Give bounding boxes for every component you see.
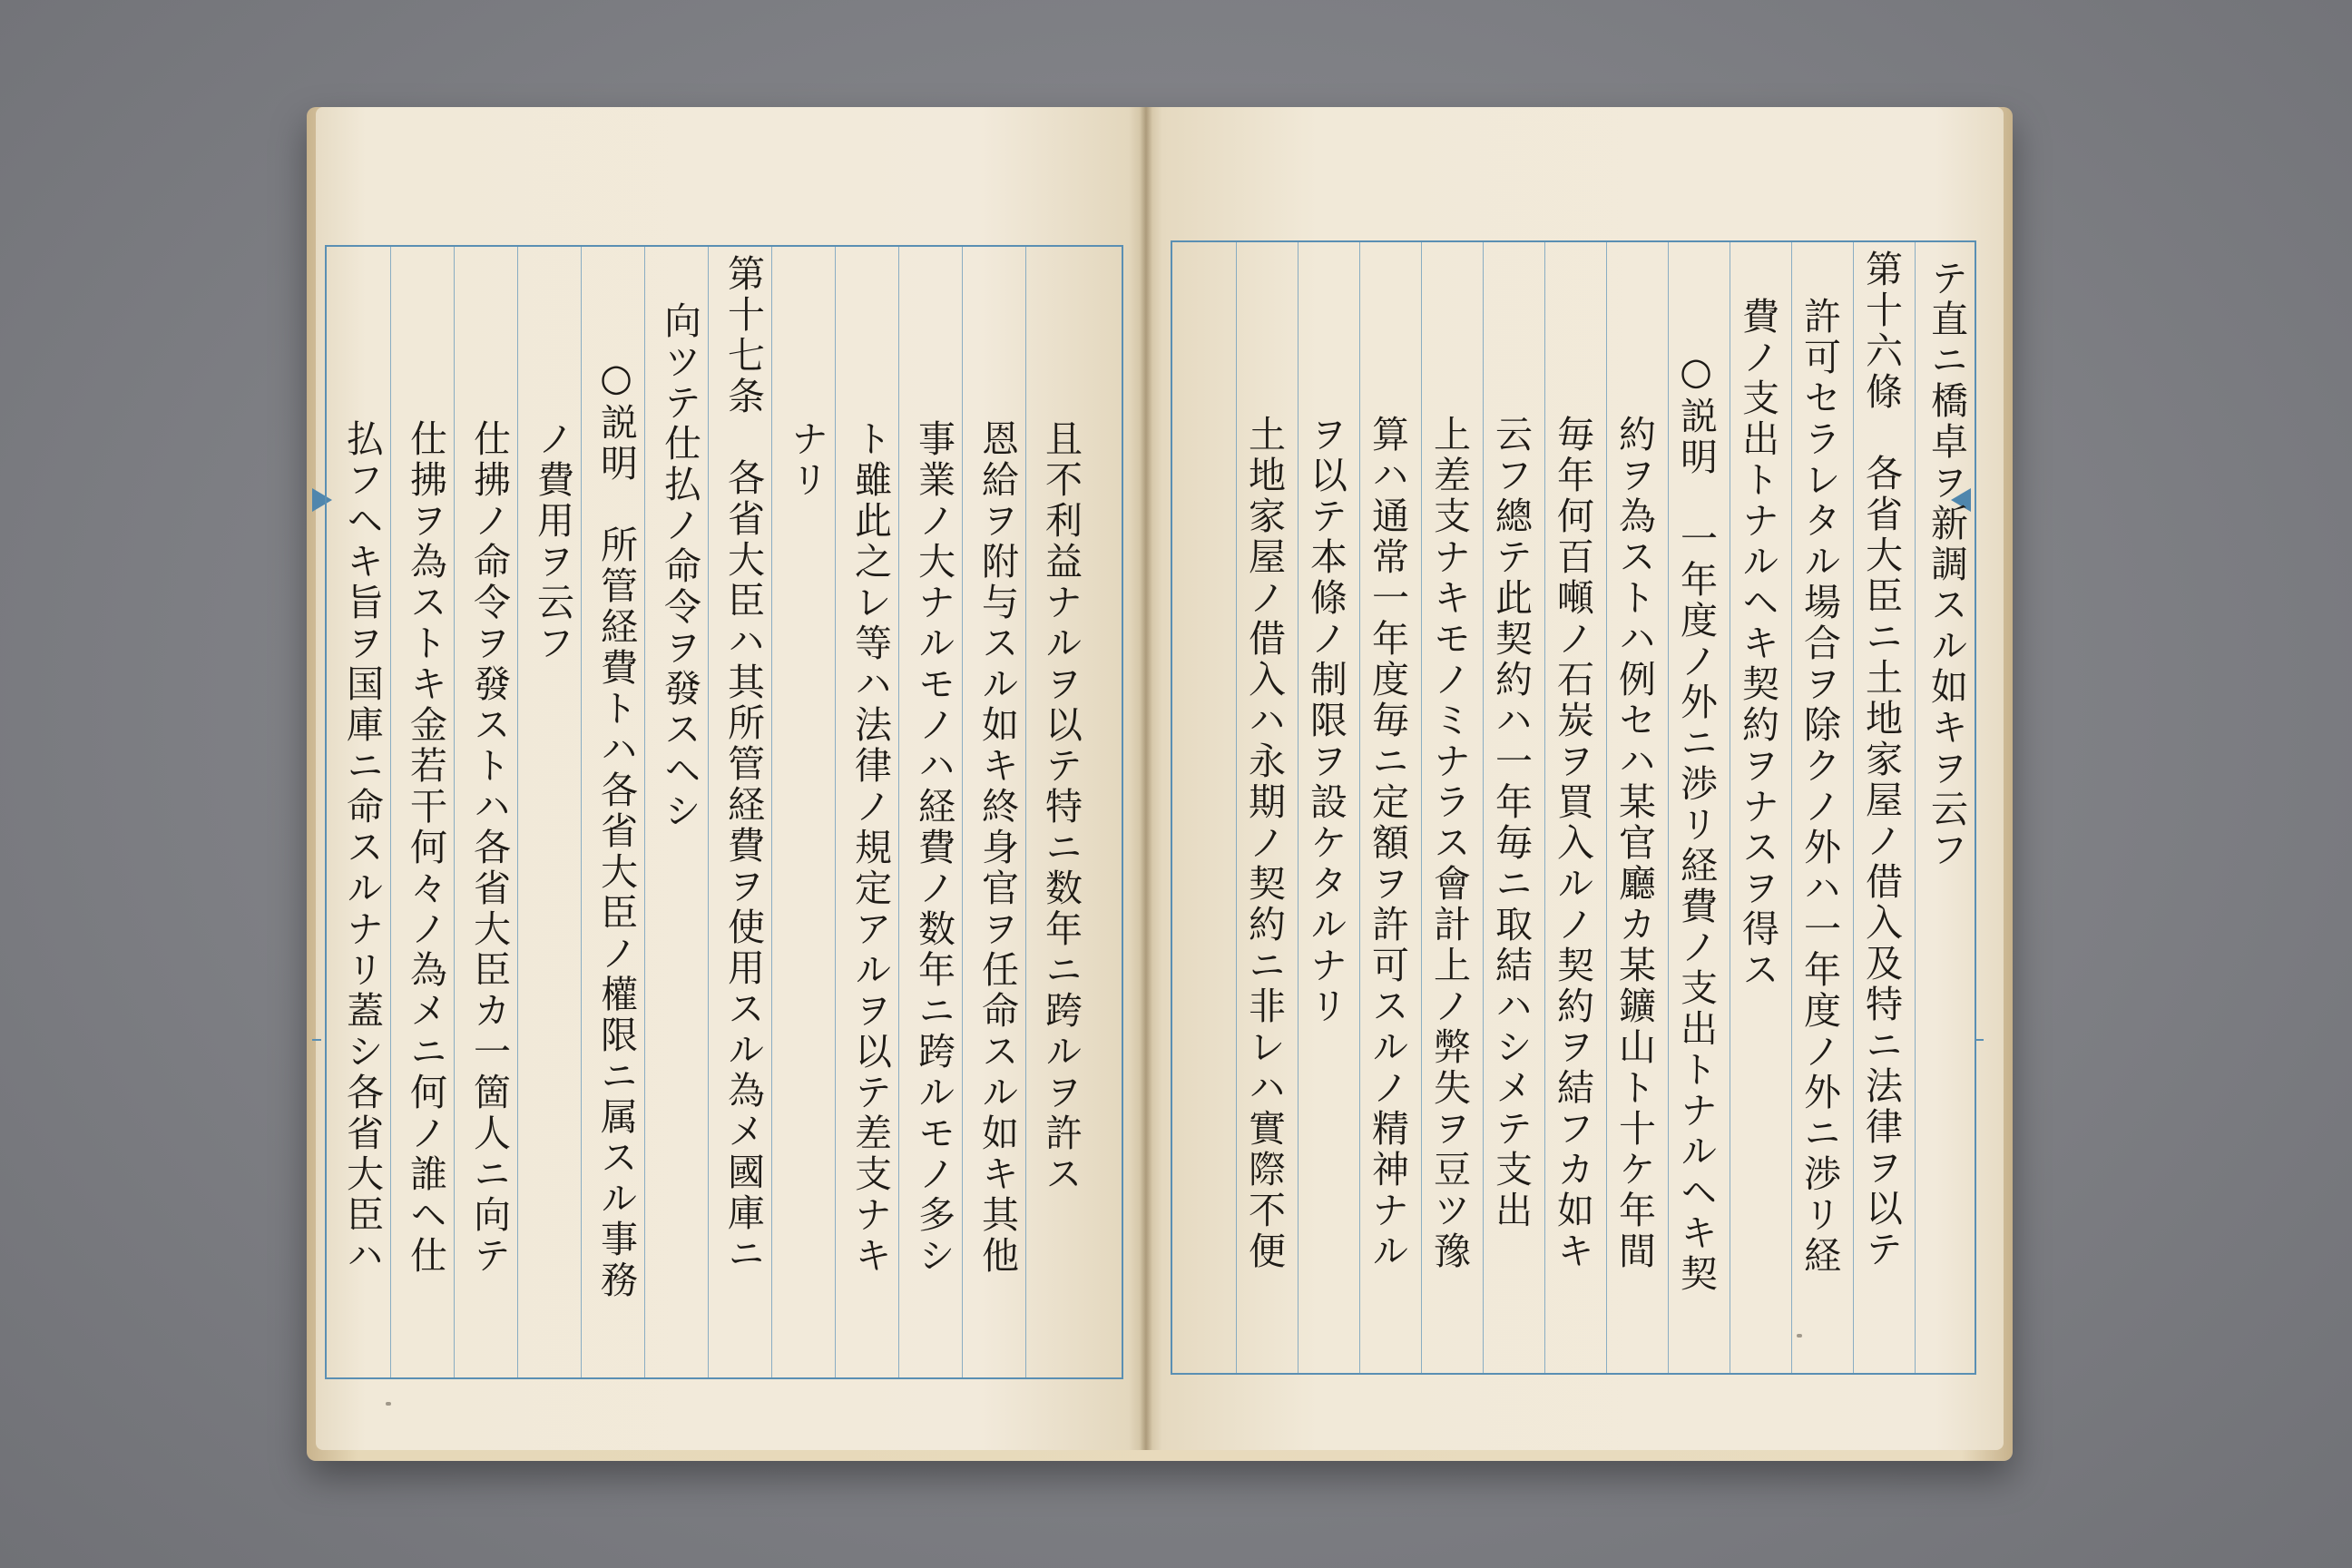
left-column-9: ノ費用ヲ云フ [531,419,574,664]
right-column-4: 費ノ支出トナルヘキ契約ヲナスヲ得ス [1736,297,1779,991]
right-column-9: 上差支ナキモノミナラス會計上ノ弊失ヲ豆ツ豫 [1427,415,1471,1272]
left-column-10: 仕拂ノ命令ヲ發ストハ各省大臣カ一箇人ニ向テ [467,419,511,1277]
right-page-frame [1171,240,1976,1375]
right-column-10: 算ハ通常一年度毎ニ定額ヲ許可スルノ精神ナル [1366,415,1409,1272]
right-column-8: 云フ總テ此契約ハ一年毎ニ取結ハシメテ支出 [1489,415,1533,1231]
left-column-8: ○説明 所管経費トハ各省大臣ノ權限ニ属スル事務 [594,356,638,1301]
left-column-7: 向ツテ仕払ノ命令ヲ發スヘシ [658,301,701,832]
right-column-1: テ直ニ橋卓ヲ新調スル如キヲ云フ [1925,259,1968,871]
right-column-7: 毎年何百噸ノ石炭ヲ買入ルノ契約ヲ結フカ如キ [1551,415,1594,1272]
right-column-12: 土地家屋ノ借入ハ永期ノ契約ニ非レハ實際不便 [1242,415,1286,1272]
left-column-3: 事業ノ大ナルモノハ経費ノ数年ニ跨ルモノ多シ [912,419,956,1277]
left-page-edge-tick [312,1039,321,1041]
paper-speck [1797,1334,1802,1338]
right-column-11: ヲ以テ本條ノ制限ヲ設ケタルナリ [1304,415,1348,1027]
right-column-3: 許可セラレタル場合ヲ除クノ外ハ一年度ノ外ニ渉リ経 [1798,297,1841,1277]
left-column-12: 払フヘキ旨ヲ国庫ニ命スルナリ蓋シ各省大臣ハ [340,419,384,1277]
right-column-2: 第十六條 各省大臣ニ土地家屋ノ借入及特ニ法律ヲ以テ [1859,250,1903,1270]
left-column-2: 恩給ヲ附与スル如キ終身官ヲ任命スル如キ其他 [975,419,1019,1277]
right-column-6: 約ヲ為ストハ例セハ某官廳カ某鑛山ト十ケ年間 [1612,415,1656,1272]
book-gutter [1140,107,1152,1450]
left-column-4: ト雖此之レ等ハ法律ノ規定アルヲ以テ差支ナキ [848,419,892,1277]
left-column-5: ナリ [785,419,828,501]
left-column-1: 且不利益ナルヲ以テ特ニ数年ニ跨ルヲ許ス [1039,419,1083,1195]
left-page-frame [325,245,1123,1379]
paper-speck [386,1402,391,1406]
left-column-6: 第十七条 各省大臣ハ其所管経費ヲ使用スル為メ國庫ニ [721,254,765,1275]
left-column-11: 仕拂ヲ為ストキ金若干何々ノ為メニ何ノ誰ヘ仕 [404,419,447,1277]
right-column-5: ○説明 一年度ノ外ニ渉リ経費ノ支出トナルヘキ契 [1674,349,1718,1295]
